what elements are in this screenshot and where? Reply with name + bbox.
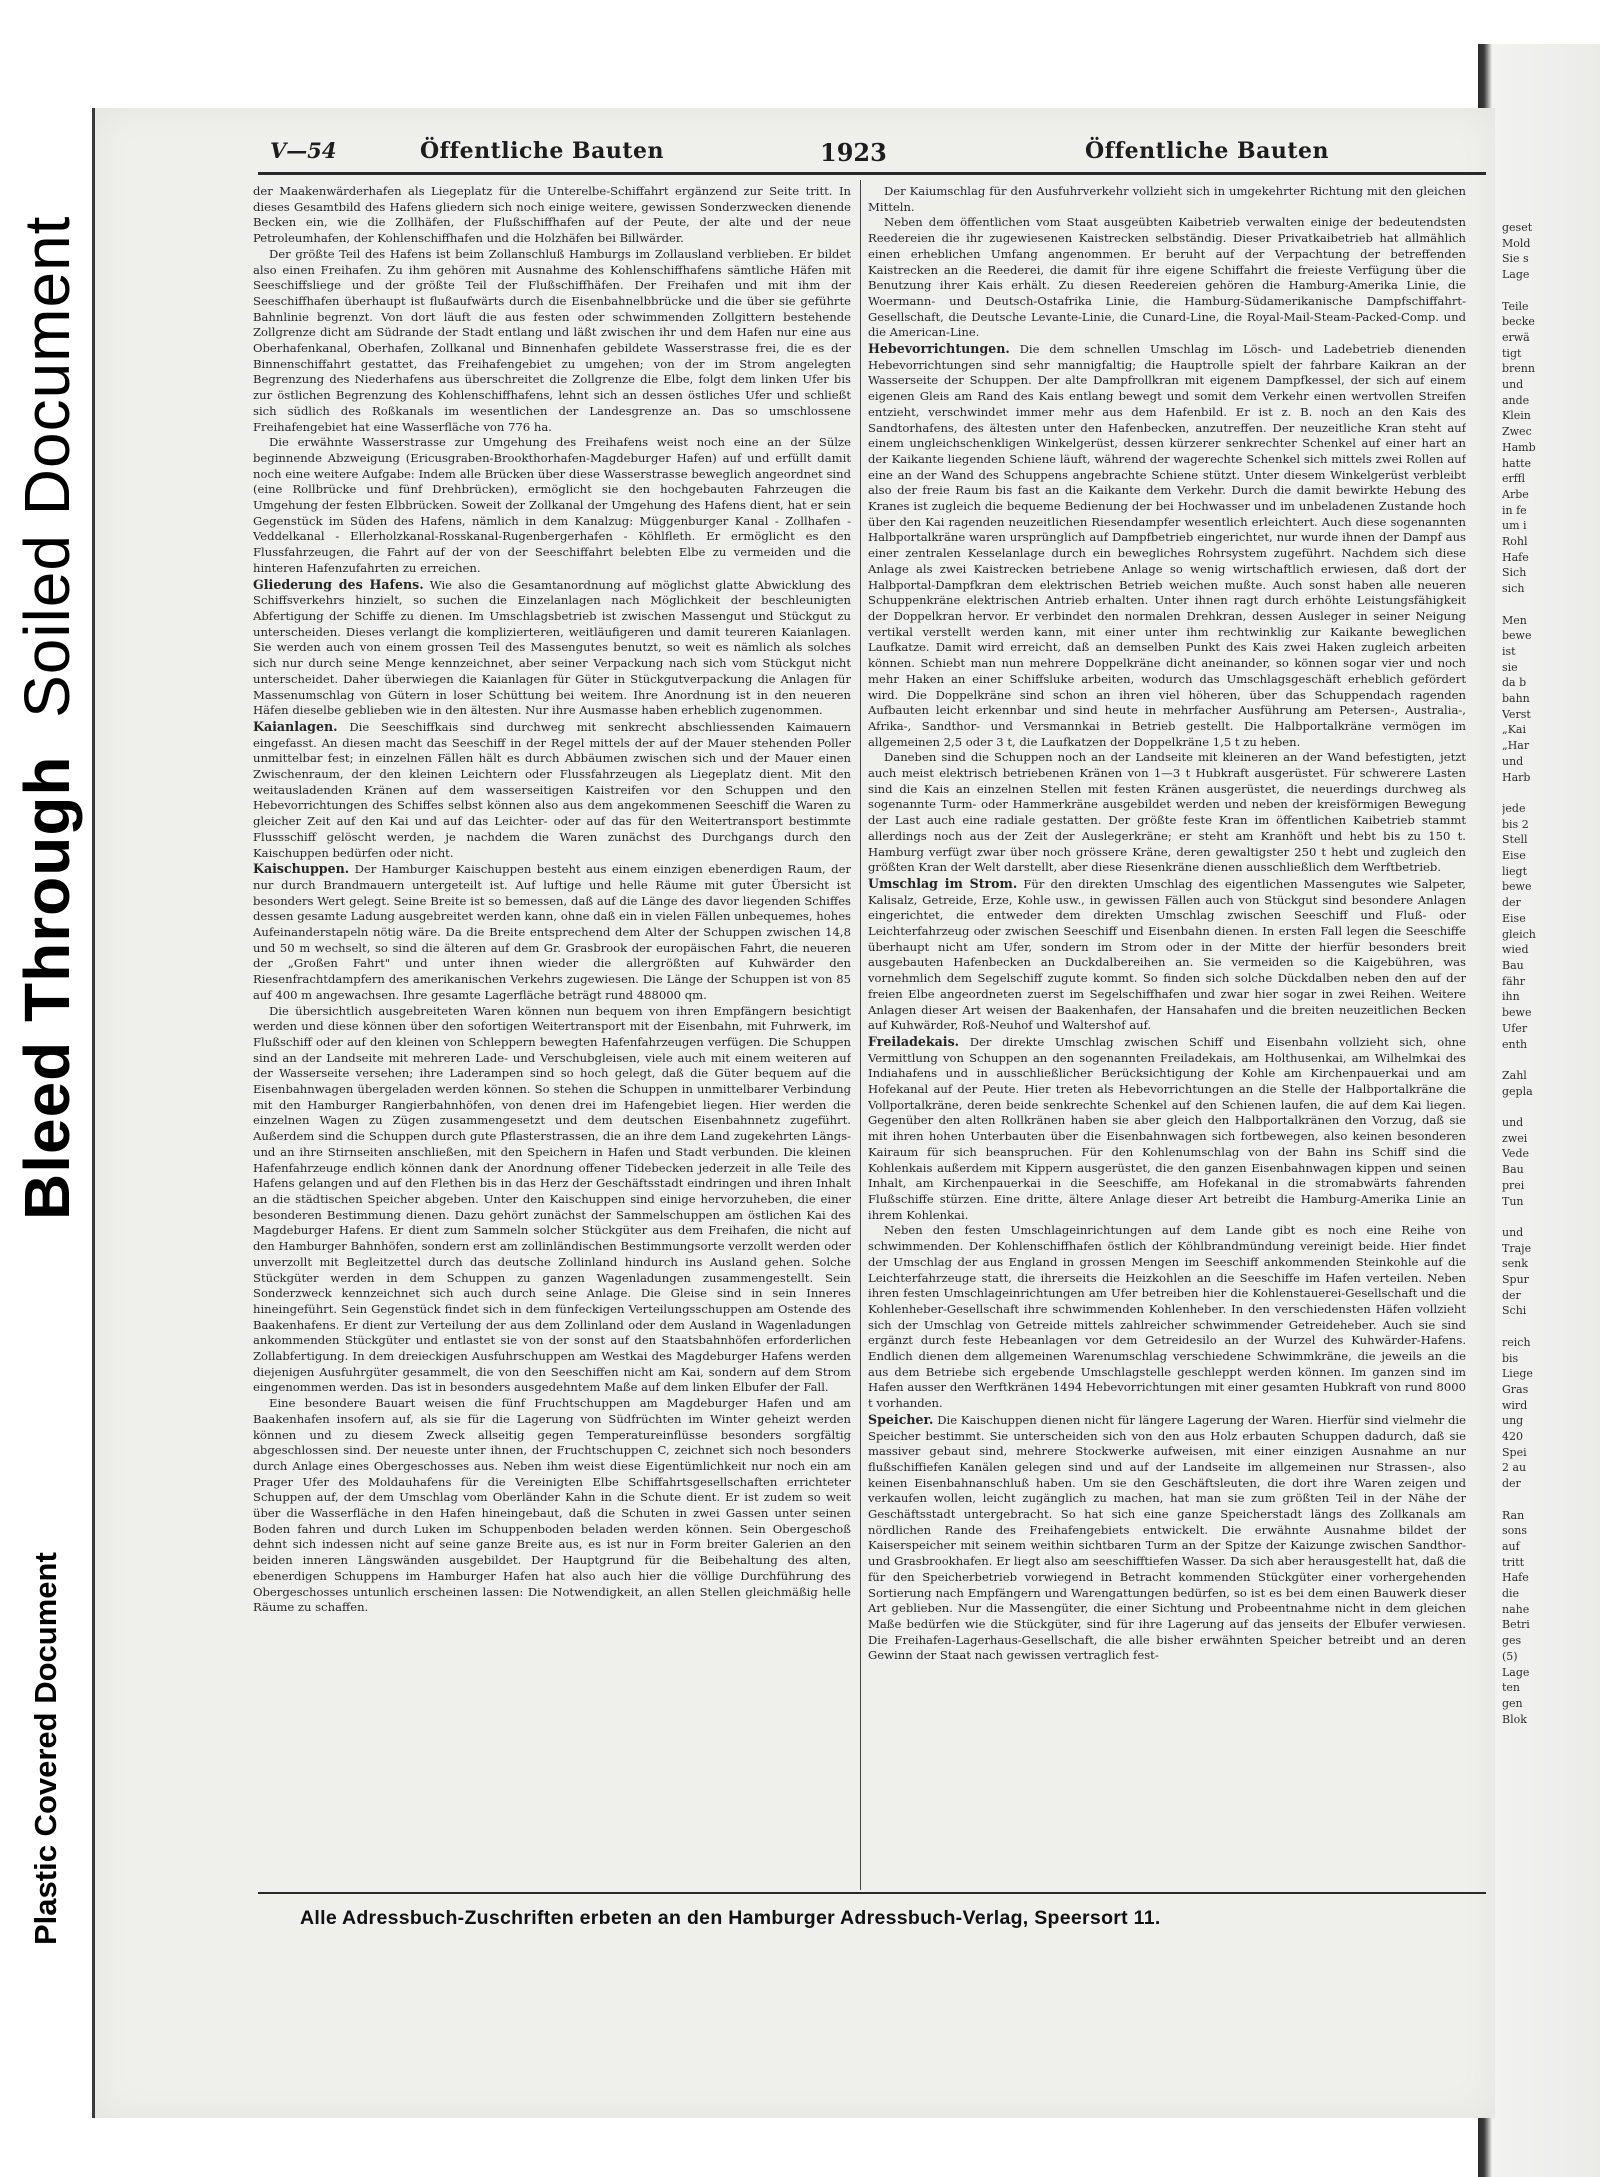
- paragraph: Die übersichtlich ausgebreiteten Waren können nun bequem von ihren Empfängern besichtigt werden und diese können über den sofortigen Weitertransport mit der Eisenbahn, mit Fuhrwerk, im Flußschiff oder auf den kleinen von Schleppern bewegten Hafenfahrzeugen verfügen. Die Schuppen sind an der Landseite mit mehreren Lade- und Verschubgleisen, viele auch mit einem weiteren auf der Wasserseite versehen; ihre Laderampen sind so hoch gelegt, daß die Güter bequem auf die Eisenbahnwagen übergeladen werden können. So stehen die Schuppen in unmittelbarer Verbindung mit den Hamburger Rangierbahnhöfen, von denen drei im Hafengebiet liegen. Hier werden die einzelnen Wagen zu Zügen zusammengesetzt und dem deutschen Eisenbahnnetz zugeführt. Außerdem sind die Schuppen durch gute Pflasterstrassen, die an ihre dem Land zugekehrten Längs- und an ihre Stirnseiten anschließen, mit den Speichern in Hafen und Stadt verbunden. Die kleinen Hafenfahrzeuge endlich können dank der Anordnung offener Tidebecken jederzeit in alle Teile des Hafens gelangen und auf den Flethen bis in das Herz der Geschäftsstadt eindringen und ihren Inhalt an die städtischen Speicher abgeben. Unter den Kaischuppen sind einige hervorzuheben, die einer besonderen Bestimmung dienen. Dazu gehört zunächst der Sammelschuppen am östlichen Kai des Magdeburger Hafens. Er dient zum Sammeln solcher Stückgüter aus dem Freihafen, die nicht auf den Hamburger Bahnhöfen, sondern erst am zollinländischen Bestimmungsorte verzollt werden oder unverzollt mit Begleitzettel durch das deutsche Zollinland hindurch ins Ausland gehen. Solche Stückgüter werden in dem Schuppen zu ganzen Wagenladungen zusammengestellt. Sein Sonderzweck kennzeichnet sich auch durch seine Anlage. Die Gleise sind in sein Inneres hineingeführt. Sein Gegenstück findet sich in dem fünfeckigen Verteilungsschuppen am Ostende des Baakenhafens. Er dient zur Verteilung der aus dem Zollinland oder dem Ausland in Wagenladungen ankommenden Stückgüter und entlastet sie von der sonst auf den Staatsbahnhöfen erforderlichen Zollabfertigung. In dem dreieckigen Ausfuhrschuppen am Westkai des Magdeburger Hafens werden diejenigen Ausfuhrgüter gesammelt, die von den Seeschiffen nicht am Kai, sondern auf dem Strom eingenommen werden. Das ist in besonders ausgedehntem Maße auf dem linken Elbufer der Fall.: [253, 1003, 851, 1395]
- page-number: V—54: [270, 138, 337, 163]
- fragment-line: Klein: [1502, 409, 1531, 423]
- paragraph: Daneben sind die Schuppen noch an der Landseite mit kleineren an der Wand befestigten, jetzt auch meist elektrisch betriebenen Kränen von 1—3 t Hubkraft ausgerüstet. Für schwerere Lasten sind die Kais an einzelnen Stellen mit festen Kränen ausgerüstet, die neuerdings durchweg als sogenannte Turm- oder Hammerkräne ausgebildet werden und neben der kreisförmigen Bewegung der Last auch eine radiale gestatten. Der größte feste Kran im öffentlichen Kaibetrieb stammt allerdings noch aus der Zeit der Auslegerkräne; er steht am Kranhöft und hebt bis zu 150 t. Hamburg verfügt zwar über noch grössere Kräne, deren gewaltigster 250 t hebt und zugleich den größten Kran der Welt darstellt, aber diese Riesenkräne dienen ausschließlich dem Werftbetrieb.: [868, 750, 1466, 875]
- fragment-line: Bau: [1502, 959, 1524, 972]
- fragment-line: geset: [1502, 221, 1533, 234]
- heading-kaianlagen: Kaianlagen.: [253, 718, 338, 734]
- paragraph: Für den direkten Umschlag des eigentlichen Massengutes wie Salpeter, Kalisalz, Getreide, Erze, Kohle usw., in gewissen Fällen auch von Stückgut sind besondere Anlagen eingerichtet, die entweder dem direkten Umschlag zwischen Seeschiff und Fluß- oder Leichterfahrzeug oder zwischen Seeschiff und Eisenbahn dienen. In ersten Fall legen die Seeschiffe überhaupt nicht am Ufer, sondern im Strom oder in der Mitte der hierfür besonders breit ausgebauten Hafenbecken an Duckdalbereihen an. Sie vermeiden so die Kaigebühren, was vornehmlich dem Segelschiff zugute kommt. So finden sich solche Dückdalben neben den auf der freien Elbe angeordneten zuerst im Segelschiffhafen und zwar hier sogar in zwei Reihen. Weitere Anlagen dieser Art weisen der Baakenhafen, der Hansahafen und die breiten neuzeitlichen Becken auf Kuhwärder, Roß-Neuhof und Waltershof auf.: [868, 876, 1466, 1033]
- fragment-line: Liege: [1502, 1367, 1533, 1381]
- fragment-line: ihn: [1502, 990, 1520, 1004]
- fragment-line: der: [1502, 896, 1521, 910]
- heading-kaischuppen: Kaischuppen.: [253, 861, 350, 877]
- fragment-line: bahn: [1502, 692, 1530, 706]
- paragraph: Der größte Teil des Hafens ist beim Zollanschluß Hamburgs im Zollausland verblieben. Er bildet also einen Freihafen. Zu ihm gehören mit Ausnahme des Kohlenschiffhafens sämtliche Häfen mit Seeschiffsliege und der größte Teil der Flußschiffhäfen. Der Freihafen und mit ihm der Seeschiffhafen überhaupt ist flußaufwärts durch die Eisenbahnelbbrücke und die über sie geführte Bahnlinie begrenzt. Von dort läuft die aus festen oder schwimmenden Zollgittern bestehende Zollgrenze dicht am Südrande der Stadt entlang und läßt zwischen ihr und dem Hafen nur eine aus Oberhafenkanal, Oberhafen, Zollkanal und Binnenhafen gebildete Wasserstrasse frei, die es der Binnenschiffahrt gestattet, das Freihafengebiet zu umgehen; von der im Strom angelegten Begrenzung des Niederhafens aus überschreitet die Zollgrenze die Elbe, folgt dem linken Ufer bis zur östlichen Begrenzung des Kohlenschiffhafens, lehnt sich an dessen östliches Ufer und schließt sich südlich des Roßkanals im wesentlichen der Landesgrenze an. Das so umschlossene Freihafengebiet hat eine Wasserfläche von 776 ha.: [253, 246, 851, 434]
- fragment-line: tigt: [1502, 346, 1522, 360]
- fragment-line: fähr: [1502, 974, 1525, 988]
- fragment-line: [1502, 1099, 1600, 1115]
- fragment-line: sons: [1502, 1524, 1527, 1538]
- paragraph: Wie also die Gesamtanordnung auf möglichst glatte Abwicklung des Schiffsverkehrs hinzielt, so suchen die Einzelanlagen nach Möglichkeit der beschleunigten Abfertigung der Schiffe zu dienen. Im Umschlagsbetrieb ist zwischen Massengut und Stückgut zu unterscheiden. Dieses verlangt die komplizierteren, weitläufigeren und damit teureren Kaianlagen. Sie werden auch von einem grossen Teil des Massengutes benutzt, so weit es nämlich als solches sich nur durch seine Menge kennzeichnet, aber seiner Verpackung nach sich vom Stückgut nicht unterscheidet. Daher überwiegen die Kaianlagen für Güter in Stückgutverpackung die Anlagen für Massenumschlag von Gütern in loser Schüttung bei weitem. Ihre Anordnung ist in den neueren Häfen dieselbe geblieben wie in den ältesten. Nur ihre Ausmasse haben erheblich zugenommen.: [253, 577, 851, 718]
- paragraph: Der Hamburger Kaischuppen besteht aus einem einzigen ebenerdigen Raum, der nur durch Brandmauern untergeteilt ist. Auf luftige und helle Räume mit guter Übersicht ist besonders Wert gelegt. Seine Breite ist so bemessen, daß auf die Länge des davor liegenden Schiffes dessen gesamte Ladung ausgebreitet werden kann, ohne daß ein in vielen Fällen unbequemes, hohes Aufeinanderstapeln nötig wäre. Da die Breite entsprechend dem Alter der Schuppen zwischen 14,8 und 50 m wechselt, so sind die älteren auf dem Gr. Grasbrook der europäischen Fahrt, die neueren der „Großen Fahrt" und unter ihnen wieder die allergrößten auf Kuhwärder den Riesenfrachtdampfern des amerikanischen Verkehrs zugewiesen. Die Länge der Schuppen ist von 85 auf 400 m angewachsen. Ihre gesamte Lagerfläche beträgt rund 488000 qm.: [253, 862, 851, 1002]
- fragment-line: Eise: [1502, 911, 1526, 925]
- fragment-line: Gras: [1502, 1382, 1529, 1396]
- heading-umschlag: Umschlag im Strom.: [868, 875, 1018, 891]
- header-title-left: Öffentliche Bauten: [420, 138, 665, 164]
- fragment-line: Spei: [1502, 1445, 1527, 1459]
- fragment-line: [1502, 1052, 1600, 1068]
- paragraph: Eine besondere Bauart weisen die fünf Fruchtschuppen am Magdeburger Hafen und am Baakenhafen insofern auf, als sie für die Lagerung von Südfrüchten im Winter geheizt werden können und zu diesem Zweck allseitig gegen Temperatureinflüsse besonders sorgfältig abgeschlossen sind. Der neueste unter ihnen, der Fruchtschuppen C, zeichnet sich noch besonders durch Anlage eines Obergeschosses aus. Neben ihm weist diese Eigentümlichkeit nur noch ein am Prager Ufer des Moldauhafens für die Vereinigten Elbe Schiffahrtsgesellschaften errichteter Schuppen auf, der dem Umschlag vom Oberländer Kahn in die Schute dient. Er ist zudem so weit über die Wasserfläche in den Hafen hineingebaut, daß die Schuten in zwei Gassen unter seinen Boden fahren und durch Luken im Schuppenboden beladen werden können. Sein Obergeschoß dehnt sich indessen nicht auf seine ganze Breite aus, es ist nur in Form breiter Galerien an den beiden inneren Längswänden ausgebildet. Der Hauptgrund für die Beibehaltung des alten, ebenerdigen Schuppens im Hamburger Hafen hat also auch hier die völlige Durchführung des Obergeschosses untunlich erscheinen lassen: Die Notwendigkeit, an allen Stellen gleichmäßig helle Räume zu schaffen.: [253, 1396, 851, 1615]
- fragment-line: gepla: [1502, 1084, 1533, 1098]
- left-column: [253, 184, 851, 1889]
- fragment-line: [1502, 1319, 1600, 1335]
- fragment-line: und: [1502, 754, 1524, 768]
- fragment-line: und: [1502, 1116, 1524, 1129]
- page-header: [180, 138, 1480, 172]
- fragment-line: Hafe: [1502, 1571, 1529, 1585]
- stamp-bleed-through: Bleed Through: [11, 755, 83, 1220]
- right-column: [868, 184, 1466, 1889]
- paragraph: Die Seeschiffkais sind durchweg mit senkrecht abschliessenden Kaimauern eingefasst. An diesen macht das Seeschiff in der Regel mittels der auf der Mauer stehenden Poller unmittelbar fest; in einzelnen Fällen hält es durch Abbäumen zwischen sich und der Mauer einen Zwischenraum, der den kleinen Leichtern oder Flussfahrzeugen als Liegeplatz dient. Mit den weitausladenden Kränen auf dem wasserseitigen Kaistreifen vor den Schuppen und den Hebevorrichtungen des Schiffes selbst können also aus dem angekommenen Seeschiff die Waren zu gleicher Zeit auf den Kai und auf das Leichter- oder auf das für den Weitertransport bestimmte Flussschiff gelöscht werden, je nachdem die Waren zunächst des Durchgangs durch den Kaischuppen bedürfen oder nicht.: [253, 719, 851, 860]
- stamp-soiled-document: Soiled Document: [11, 215, 83, 718]
- adjacent-page-fragment: [1502, 220, 1600, 1940]
- stamp-plastic-covered: Plastic Covered Document: [28, 1552, 63, 1945]
- paragraph: Der direkte Umschlag zwischen Schiff und Eisenbahn vollzieht sich, ohne Vermittlung von Schuppen an den sogenannten Freiladekais, am Holthusenkai, am Wilhelmkai des Indiahafens und in ausschließlicher Berücksichtigung der Kohle am Kirchenpauerkai und am Hofekanal auf der Peute. Hier treten als Hebevorrichtungen an die Stelle der Halbportalkräne die Vollportalkräne, deren beide senkrechte Schenkel auf den Schienen laufen, die auf dem Kai liegen. Gegenüber den alten Rollkränen haben sie aber gleich den Halbportalkränen den Vorzug, daß sie mit ihren hohen Unterbauten über die Eisenbahnwagen sich fortbewegen, also keinen besonderen Kairaum für sich beanspruchen. Für den Kohlenumschlag von der Bahn ins Schiff sind die Kohlenkais außerdem mit Kippern ausgerüstet, die den ganzen Eisenbahnwagen kippen und seinen Inhalt, am Kirchenpauerkai in die Seeschiffe, am Hofekanal in die stromabwärts fahrenden Flußschiffe stürzen. Eine dritte, ältere Anlage dieser Art betreibt die Hamburg-Amerika Linie an ihrem Kohlenkai.: [868, 1034, 1466, 1222]
- fragment-line: jede: [1502, 801, 1526, 815]
- fragment-line: bewe: [1502, 629, 1532, 643]
- fragment-line: erwä: [1502, 330, 1530, 344]
- paragraph: der Maakenwärderhafen als Liegeplatz für die Unterelbe-Schiffahrt ergänzend zur Seite tritt. In dieses Gesamtbild des Hafens gliedern sich noch einige weitere, gewissen Sonderzwecken dienende Becken ein, wie die Zollhäfen, der Flußschiffhafen auf der Peute, der alte und der neue Petroleumhafen, der Kohlenschiffhafen und die Holzhäfen bei Billwärder.: [253, 184, 851, 246]
- column-divider: [860, 180, 861, 1890]
- fragment-line: Teile: [1502, 299, 1529, 313]
- fragment-line: Arbe: [1502, 487, 1529, 501]
- heading-hebevorrichtungen: Hebevorrichtungen.: [868, 341, 1010, 357]
- fragment-line: [1502, 1492, 1600, 1508]
- fragment-line: [1502, 1209, 1600, 1225]
- fragment-line: Ran: [1502, 1508, 1525, 1522]
- fragment-line: gen: [1502, 1696, 1523, 1710]
- fragment-line: tritt: [1502, 1555, 1525, 1569]
- fragment-line: Lage: [1502, 1665, 1530, 1679]
- fragment-line: Bau: [1502, 1163, 1524, 1177]
- heading-freiladekais: Freiladekais.: [868, 1033, 960, 1049]
- fragment-line: wird: [1502, 1398, 1528, 1412]
- fragment-line: liegt: [1502, 864, 1528, 878]
- fragment-line: „Kai: [1502, 723, 1526, 737]
- fragment-line: Betri: [1502, 1618, 1530, 1632]
- fragment-line: bis 2: [1502, 817, 1529, 831]
- fragment-line: 2 au: [1502, 1461, 1527, 1475]
- fragment-line: Hamb: [1502, 440, 1536, 454]
- fragment-line: Hafe: [1502, 550, 1529, 564]
- fragment-line: enth: [1502, 1037, 1528, 1051]
- fragment-line: Stell: [1502, 833, 1528, 847]
- header-rule: [258, 172, 1486, 175]
- fragment-line: der: [1502, 1477, 1521, 1491]
- heading-gliederung: Gliederung des Hafens.: [253, 576, 424, 592]
- fragment-line: Spur: [1502, 1273, 1529, 1287]
- paragraph: Neben den festen Umschlageinrichtungen auf dem Lande gibt es noch eine Reihe von schwimmenden. Der Kohlenschiffhafen östlich der Köhlbrandmündung vereinigt beide. Hier findet der Umschlag der aus England in grossen Mengen im Seeschiff ankommenden Steinkohle auf die Leichterfahrzeuge statt, die ihrerseits die Heizkohlen an die Seeschiffe im Hafen verteilen. Neben ihren festen Umschlageinrichtungen am Ufer betreiben hier die Kohlenstauerei-Gesellschaft und die Kohlenheber-Gesellschaft ihre schwimmenden Kohlenheber. In den verschiedensten Häfen vollzieht sich der Umschlag von Getreide mittels zahlreicher schwimmender Getreideheber. Auch sie sind ergänzt durch feste Hebeanlagen vor dem Getreidesilo an der Wurzel des Kuhwärder-Hafens. Endlich dienen dem allgemeinen Warenumschlag verschiedene Schwimmkräne, die jeweils an die aus dem Betriebe sich ergebende Umschlagstelle geschleppt werden können. Im ganzen sind im Hafen ausser den Werftkränen 1494 Hebevorrichtungen mit einer gesamten Hubkraft von rund 8000 t vorhanden.: [868, 1223, 1466, 1411]
- fragment-line: 420: [1502, 1430, 1523, 1444]
- paragraph: Die Kaischuppen dienen nicht für längere Lagerung der Waren. Hierfür sind vielmehr die Speicher bestimmt. Sie unterscheiden sich von den aus Holz erbauten Schuppen dadurch, daß sie massiver gebaut sind, mehrere Stockwerke aufweisen, mit einer einzigen Ausnahme an nur flußschiffiefen Kanälen gelegen sind und auf der Landseite im allgemeinen nur Strassen-, also keinen Eisenbahnanschluß haben. Um sie den Geschäftsleuten, die dort ihre Waren zeigen und verkaufen wollen, leicht zugänglich zu machen, hat man sie zum größten Teil in der Nähe der Geschäftsstadt untergebracht. So hat sich eine ganze Speicherstadt längs des Zollkanals am nördlichen Rande des Freihafengebiets entwickelt. Die erwähnte Ausnahme bildet der Kaiserspeicher mit seinem weithin sichtbaren Turm an der Spitze der Kaizunge zwischen Sandthor- und Grasbrookhafen. Er liegt also am seeschifftiefen Wasser. Da sich aber herausgestellt hat, daß die für den Speicherbetrieb vorwiegend in Betracht kommenden Stückgüter einer vorhergehenden Sortierung nach Empfängern und Warengattungen bedürfen, so ist es bei dem einen Bauwerk dieser Art geblieben. Nur die Massengüter, die einer Sichtung und Probeentnahme nicht in dem gleichen Maße bedürfen wie die Stückgüter, sind für ihre Lagerung auf das jenseits der Elbufer verwiesen. Die Freihafen-Lagerhaus-Gesellschaft, die alle bisher erwähnten Speicher betreibt und an deren Gewinn der Staat nach gewissen vertraglich fest-: [868, 1412, 1466, 1663]
- fragment-line: Ufer: [1502, 1021, 1528, 1035]
- fragment-line: [1502, 597, 1600, 613]
- fragment-line: Zwec: [1502, 425, 1532, 439]
- fragment-line: Tun: [1502, 1194, 1524, 1208]
- fragment-line: ges: [1502, 1634, 1522, 1648]
- scan-top-margin: [0, 0, 1600, 44]
- paragraph: Die dem schnellen Umschlag im Lösch- und Ladebetrieb dienenden Hebevorrichtungen sind sehr mannigfaltig; die Hauptrolle spielt der fahrbare Kaikran an der Wasserseite der Schuppen. Der alte Dampfrollkran mit eigenem Dampfkessel, der sich auf einem eigenen Gleis am Rand des Kais entlang bewegt und somit dem Verkehr einen wertvollen Streifen entzieht, verschwindet immer mehr aus dem Hafenbild. Er ist z. B. noch an den Kais des Sandtorhafens, des ältesten unter den Hafenbecken, anzutreffen. Der neuzeitliche Kran steht auf einem ungleichschenkligen Winkelgerüst, dessen kürzerer senkrechter Schenkel auf einer hart an der Kaikante liegenden Schiene läuft, während der wagerechte Schenkel sich mittels zwei Rollen auf eine an der Wand des Schuppens angebrachte Schiene stützt. Unter diesem Winkelgerüst verbleibt also der freie Raum bis fast an die Kaikante dem Verkehr. Durch die damit bewirkte Hebung des Kranes ist zugleich die bequeme Bedienung der bei Hochwasser und im unbeladenen Zustande hoch über den Kai ragenden neuzeitlichen Riesendampfer wesentlich erleichtert. Auch diese sogenannten Halbportalkräne waren ursprünglich auf Dampfbetrieb eingerichtet, nur wurde ihnen der Dampf aus einer zentralen Kesselanlage durch ein bewegliches Rohrsystem zugeführt. Nachdem sich diese Anlage als zwei Kaistrecken betriebene Anlage so wenig wirtschaftlich erwiesen, daß dort der Halbportal-Dampfkran dem elektrischen Betrieb weichen mußte. Auch sonst haben alle neueren Schuppenkräne elektrischen Antrieb erhalten. Unter ihnen ragt durch erhöhte Leistungsfähigkeit der Doppelkran hervor. Er verbindet den normalen Drehkran, dessen Ausleger in seiner Neigung vertikal verstellt werden kann, mit einer unter ihm rechtwinklig zur Kaikante beweglichen Laufkatze. Damit wird erreicht, daß an demselben Punkt des Kais zwei Haken zugleich arbeiten können. Schiebt man nun mehrere Doppelkräne dicht aneinander, so können sogar vier und noch mehr Haken an einer Schiffsluke arbeiten, wodurch das Umschlagsgeschäft erheblich gefördert wird. Die Doppelkräne sind schon an ihren viel höheren, über das Schuppendach ragenden Aufbauten leicht erkennbar und sind heute in mehrfacher Ausführung am Petersen-, Australia-, Afrika-, Sandthor- und Versmannkai in Betrieb gestellt. Die Halbportalkräne vermögen im allgemeinen 2,5 oder 3 t, die Laufkatzen der Doppelkräne 1,5 t zu heben.: [868, 342, 1466, 749]
- fragment-line: Vede: [1502, 1147, 1529, 1161]
- fragment-line: auf: [1502, 1539, 1520, 1553]
- fragment-line: Rohl: [1502, 535, 1528, 549]
- fragment-line: ung: [1502, 1414, 1524, 1428]
- fragment-line: sie: [1502, 660, 1518, 674]
- fragment-line: der: [1502, 1288, 1521, 1302]
- fragment-line: (5): [1502, 1649, 1518, 1663]
- heading-speicher: Speicher.: [868, 1411, 934, 1427]
- fragment-line: die: [1502, 1587, 1520, 1601]
- header-title-right: Öffentliche Bauten: [1085, 138, 1330, 164]
- fragment-line: reich: [1502, 1335, 1531, 1349]
- fragment-line: [1502, 283, 1600, 299]
- fragment-line: Sie s: [1502, 252, 1529, 266]
- fragment-line: gleich: [1502, 927, 1536, 941]
- fragment-line: und: [1502, 1225, 1524, 1239]
- fragment-line: Sich: [1502, 566, 1527, 580]
- fragment-line: sich: [1502, 582, 1525, 596]
- footer-notice: Alle Adressbuch-Zuschriften erbeten an den Hamburger Adressbuch-Verlag, Speersort 11.: [300, 1907, 1161, 1929]
- fragment-line: nahe: [1502, 1602, 1530, 1616]
- header-year: 1923: [820, 138, 887, 167]
- paragraph: Die erwähnte Wasserstrasse zur Umgehung des Freihafens weist noch eine an der Sülze beginnende Abzweigung (Ericusgraben-Brookthorhafen-Magdeburger Hafen) auf und erfüllt damit noch eine weitere Aufgabe: Indem alle Brücken über diese Wasserstrasse beweglich angeordnet sind (eine Rollbrücke und fünf Drehbrücken), ermöglicht sie den hochgebauten Fahrzeugen die Umgehung der festen Elbbrücken. Soweit der Zollkanal der Umgehung des Hafens dient, hat er sein Gegenstück im Süden des Hafens, nämlich in dem Kanalzug: Müggenburger Kanal - Zollhafen - Veddelkanal - Ellerholzkanal-Rosskanal-Rugenbergerhafen - Köhlfleth. Er ermöglicht es den Flussfahrzeugen, die Fahrt auf der von der Seeschiffahrt belebten Elbe zu vermeiden und die hinteren Hafenzufahrten zu erreichen.: [253, 435, 851, 575]
- fragment-line: brenn: [1502, 362, 1535, 376]
- fragment-line: zwei: [1502, 1131, 1528, 1145]
- fragment-line: in fe: [1502, 503, 1527, 517]
- fragment-line: „Har: [1502, 739, 1530, 753]
- side-stamp-bleed-soiled: [10, 216, 84, 1220]
- fragment-line: und: [1502, 378, 1524, 392]
- fragment-line: ande: [1502, 393, 1530, 407]
- fragment-line: senk: [1502, 1257, 1528, 1271]
- fragment-line: Zahl: [1502, 1068, 1527, 1082]
- fragment-line: bis: [1502, 1351, 1519, 1365]
- fragment-line: Traje: [1502, 1241, 1532, 1255]
- fragment-line: Verst: [1502, 707, 1531, 721]
- fragment-line: um i: [1502, 519, 1527, 533]
- fragment-line: Blok: [1502, 1712, 1527, 1726]
- fragment-line: erffl: [1502, 472, 1526, 486]
- fragment-line: bewe: [1502, 880, 1532, 894]
- fragment-line: ten: [1502, 1681, 1521, 1695]
- fragment-line: Lage: [1502, 268, 1530, 282]
- fragment-line: bewe: [1502, 1006, 1532, 1020]
- paragraph: Der Kaiumschlag für den Ausfuhrverkehr vollzieht sich in umgekehrter Richtung mit den gleichen Mitteln.: [868, 184, 1466, 214]
- fragment-line: hatte: [1502, 456, 1531, 470]
- fragment-line: Harb: [1502, 770, 1531, 784]
- paragraph: Neben dem öffentlichen vom Staat ausgeübten Kaibetrieb verwalten einige der bedeutendsten Reedereien die ihr zugewiesenen Kaistrecken selbständig. Dieser Privatkaibetrieb hat allmählich einen erheblichen Umfang angenommen. Er beruht auf der Verpachtung der betreffenden Kaistrecken an die Reederei, die damit für ihre eigene Schiffahrt die freieste Verfügung über die Benutzung ihrer Kais erhält. Zu diesen Reedereien gehören die Hamburg-Amerika Linie, die Woermann- und Deutsch-Ostafrika Linie, die Hamburg-Südamerikanische Dampfschiffahrt-Gesellschaft, die Deutsche Levante-Linie, die Cunard-Line, die Royal-Mail-Steam-Packed-Comp. und die American-Line.: [868, 215, 1466, 340]
- fragment-line: [1502, 785, 1600, 801]
- fragment-line: Men: [1502, 613, 1527, 627]
- fragment-line: Eise: [1502, 849, 1526, 863]
- footer-rule: [258, 1892, 1486, 1894]
- fragment-line: becke: [1502, 315, 1535, 329]
- fragment-line: ist: [1502, 644, 1516, 658]
- fragment-line: Mold: [1502, 236, 1531, 250]
- fragment-line: Schi: [1502, 1304, 1527, 1318]
- fragment-line: da b: [1502, 676, 1527, 690]
- fragment-line: wied: [1502, 943, 1529, 957]
- fragment-line: prei: [1502, 1178, 1525, 1192]
